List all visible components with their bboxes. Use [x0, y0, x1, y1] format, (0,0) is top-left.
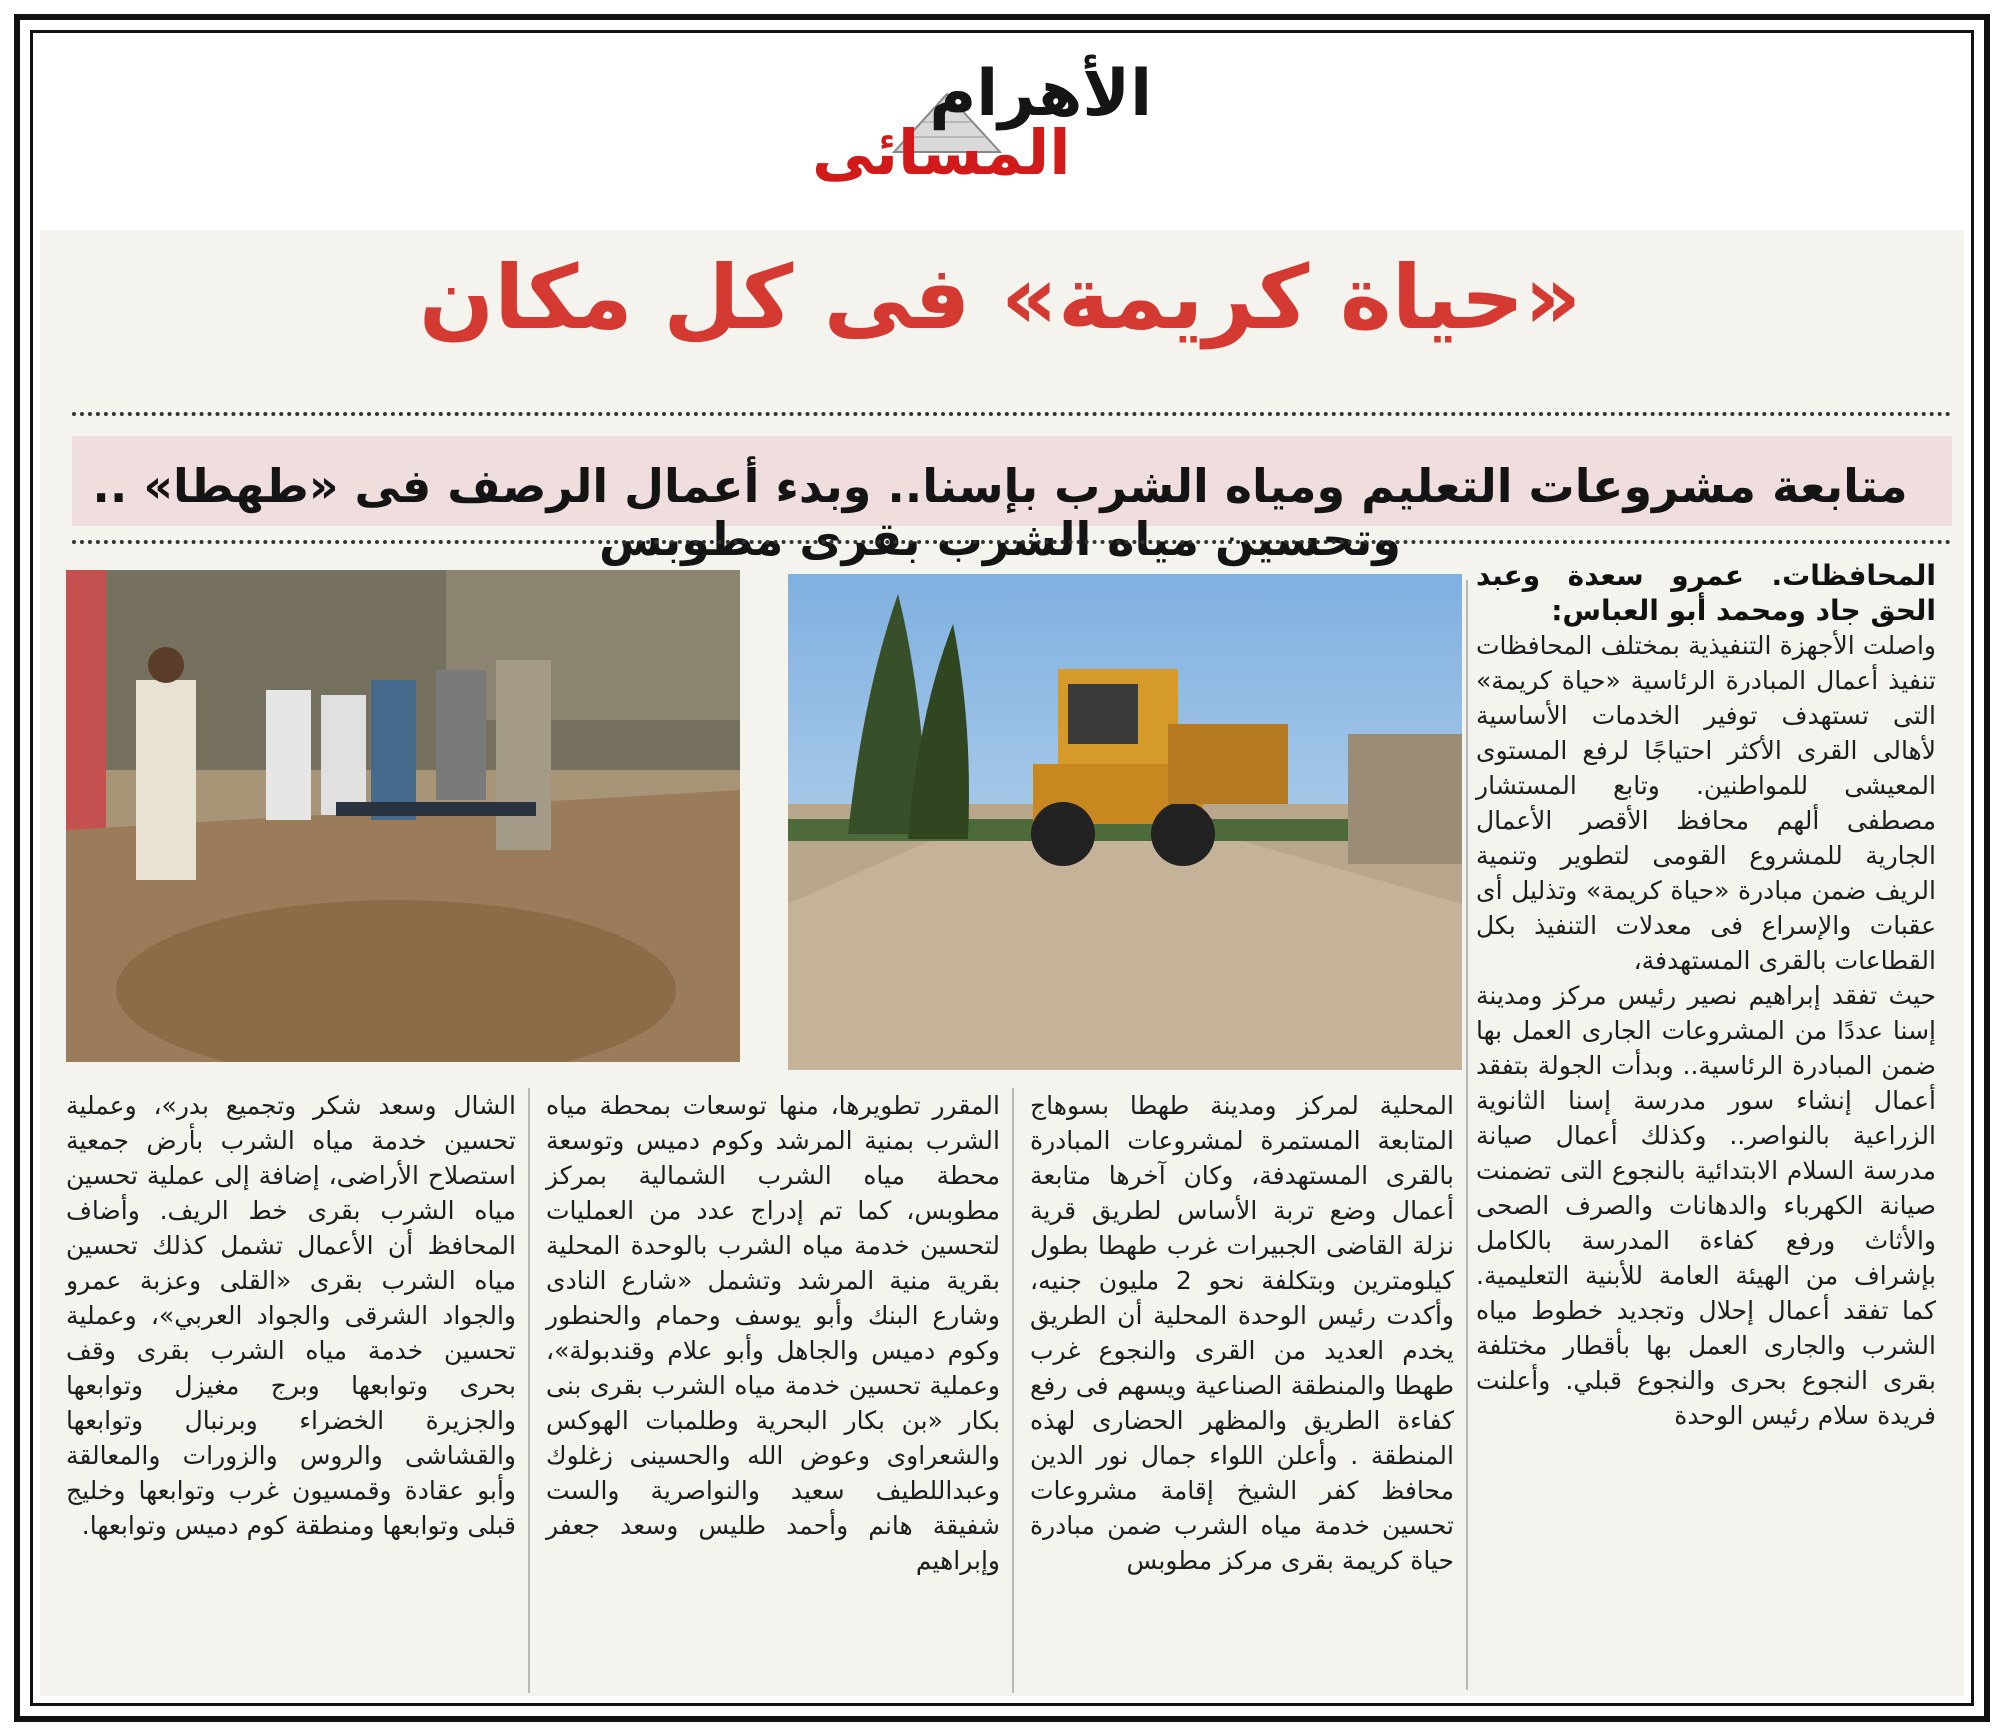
- column-rule-3: [528, 1088, 530, 1693]
- logo-word-ahram: الأهرام: [929, 57, 1152, 131]
- photo-road-paving: [788, 574, 1462, 1070]
- masthead-logo: [812, 57, 1162, 212]
- column-1-top-text: واصلت الأجهزة التنفيذية بمختلف المحافظات تنفيذ أعمال المبادرة الرئاسية «حياة كريمة» التى تستهدف توفير الخدمات الأساسية لأهالى القرى الأكثر احتياجًا لرفع المستوى المعيشى للمواطنين. وتابع المستشار مصطفى ألهم محافظ الأقصر الأعمال الجارية للمشروع القومى لتطوير وتنمية الريف ضمن مبادرة «حياة كريمة» وتذليل أى عقبات والإسراع فى معدلات التنفيذ بكل القطاعات بالقرى المستهدفة،: [1476, 631, 1936, 975]
- article-column-1: [1476, 558, 1936, 1433]
- column-4-text: الشال وسعد شكر وتجميع بدر»، وعملية تحسين خدمة مياه الشرب بأرض جمعية استصلاح الأراضى، إضافة إلى عملية تحسين مياه الشرب بقرى خط الريف. وأضاف المحافظ أن الأعمال تشمل كذلك تحسين مياه الشرب بقرى «القلى وعزبة عمرو والجواد الشرقى والجواد العربي»، وعملية تحسين خدمة مياه الشرب بقرى وقف بحرى وتوابعها وبرج مغيزل وتوابعها والجزيرة الخضراء وبرنبال وتوابعها والقشاشى والروس والزورات والمعالقة وأبو عقادة وقمسيون غرب وتوابعها وخليج قبلى وتوابعها ومنطقة كوم دميس وتوابعها.: [66, 1091, 516, 1540]
- subheadline: متابعة مشروعات التعليم ومياه الشرب بإسنا.. وبدء أعمال الرصف فى «طهطا» .. وتحسين مياه الشرب بقرى مطوبس: [92, 459, 1908, 566]
- headline: «حياة كريمة» فى كل مكان: [418, 246, 1582, 349]
- column-1-bottom-text: حيث تفقد إبراهيم نصير رئيس مركز ومدينة إسنا عددًا من المشروعات الجارى العمل بها ضمن المبادرة الرئاسية.. وبدأت الجولة بتفقد أعمال إنشاء سور مدرسة إسنا الثانوية الزراعية بالنواصر.. وكذلك أعمال صيانة مدرسة السلام الابتدائية بالنجوع التى تضمنت صيانة الكهرباء والدهانات والصرف الصحى والأثاث ورفع كفاءة المدرسة بالكامل بإشراف من الهيئة العامة للأبنية التعليمية. كما تفقد أعمال إحلال وتجديد خطوط مياه الشرب والجارى العمل بها بأقطار مختلفة بقرى النجوع بحرى والنجوع قبلي. وأعلنت فريدة سلام رئيس الوحدة: [1476, 981, 1936, 1430]
- column-rule-1: [1466, 580, 1468, 1690]
- column-3-text: المقرر تطويرها، منها توسعات بمحطة مياه الشرب بمنية المرشد وكوم دميس وتوسعة محطة مياه الشرب الشمالية بمركز مطوبس، كما تم إدراج عدد من العمليات لتحسين خدمة مياه الشرب بالوحدة المحلية بقرية منية المرشد وتشمل «شارع النادى وشارع البنك وأبو يوسف وحمام والحنطور وكوم دميس والجاهل وأبو علام وقندبولة»، وعملية تحسين خدمة مياه الشرب بقرى بنى بكار «بن بكار البحرية وطلمبات الهوكس والشعراوى وعوض الله والحسينى زغلوك وعبداللطيف سعيد والنواصرية والست شفيقة هانم وأحمد طليس وسعد جعفر وإبراهيم: [546, 1091, 1000, 1575]
- byline: المحافظات. عمرو سعدة وعبد الحق جاد ومحمد أبو العباس:: [1476, 559, 1936, 627]
- article-column-3: [546, 1088, 1000, 1578]
- column-rule-2: [1012, 1088, 1014, 1693]
- article-column-4: [66, 1088, 516, 1543]
- column-2-text: المحلية لمركز ومدينة طهطا بسوهاج المتابعة المستمرة لمشروعات المبادرة بالقرى المستهدفة، وكان آخرها متابعة أعمال وضع تربة الأساس لطريق قرية نزلة القاضى الجبيرات غرب طهطا بطول كيلومترين وبتكلفة نحو 2 مليون جنيه، وأكدت رئيس الوحدة المحلية أن الطريق يخدم العديد من القرى والنجوع غرب طهطا والمنطقة الصناعية ويسهم فى رفع كفاءة الطريق والمظهر الحضارى لهذه المنطقة . وأعلن اللواء جمال نور الدين محافظ كفر الشيخ إقامة مشروعات تحسين خدمة مياه الشرب ضمن مبادرة حياة كريمة بقرى مركز مطوبس: [1030, 1091, 1454, 1575]
- dotted-divider-top: [72, 412, 1952, 416]
- article-column-2: [1030, 1088, 1454, 1578]
- logo-word-masaai: المسائى: [812, 116, 1071, 189]
- dotted-divider-bottom: [72, 540, 1952, 544]
- photo-water-pipes: [66, 570, 740, 1062]
